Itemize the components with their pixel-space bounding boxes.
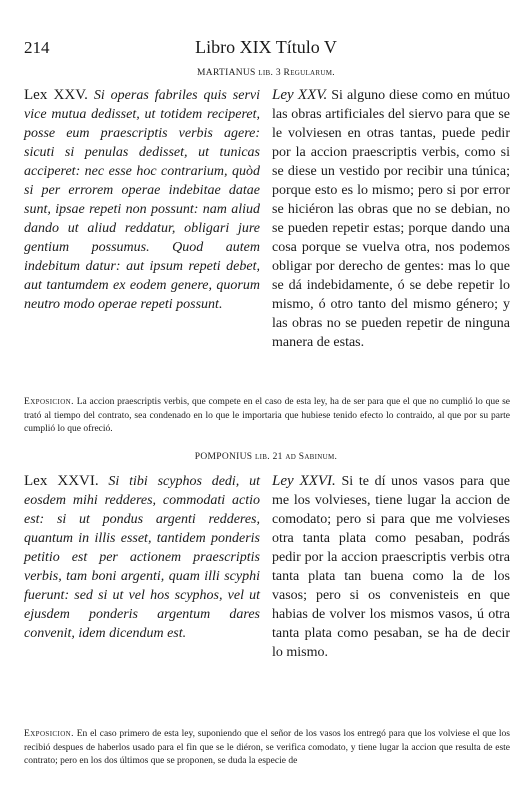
law-26-spanish [272, 472, 510, 662]
law-26-latin-text: Si tibi scyphos dedi, ut eosdem mihi redderes, commodati actio est: si ut pondus argenti redderes, quantum in illis esset, tantidem ponderis petitio est per actionem praescriptis verbis, tam boni argenti, quam illi scyphi fuerunt: sed si ut vel hos scyphos, vel ut ejusdem ponderis argentum dares convenit, idem dicendum est. [24, 474, 260, 641]
law-25-latin [24, 86, 260, 314]
law-26-exposition [24, 728, 510, 769]
law-26-spanish-label: Ley XXVI. [272, 473, 336, 489]
law-25-source: MARTIANUS lib. 3 Regularum. [197, 68, 335, 78]
law-25-exposition-label: Exposicion. [24, 397, 74, 407]
law-25-spanish [272, 86, 510, 352]
law-25-spanish-label: Ley XXV. [272, 87, 328, 103]
law-25-spanish-text: Si alguno diese como en mútuo las obras artificiales del siervo para que se le volviesen en otras tantas, puede pedir por la accion praescriptis verbis, como si se diese un vestido por recibir una túnica; porque esto es lo mismo; pero si por error se hiciéron las obras que no se debian, no se pueden repetir estas; porque dando una cosa porque se vuelva otra, nos podemos obligar por derecho de gentes: mas lo que se dá indebidamente, ó se debe repetir lo mismo, ó otro tanto del mismo género; y las obras no se pueden repetir de ninguna manera de estas. [272, 88, 510, 350]
law-26-exposition-text: En el caso primero de esta ley, suponiendo que el señor de los vasos los entregó para que los volviese el que los recibió despues de haberlos usado para el fin que se le diéron, se verifica comodato, y tiene lugar la accion que resulta de este contrato; pero en los dos últimos que se proponen, se duda la especie de [24, 729, 511, 766]
page-number: 214 [24, 38, 50, 57]
law-25-exposition [24, 396, 510, 437]
law-26-latin [24, 472, 260, 643]
law-25-latin-label: Lex XXV. [24, 87, 88, 103]
law-26-exposition-label: Exposicion. [24, 729, 74, 739]
law-25-exposition-text: La accion praescriptis verbis, que compete en el caso de esta ley, ha de ser para que el que no cumplió lo que se trató al tiempo del contrato, sea condenado en lo que le importaria que hubiese tenido efecto lo contraido, al que por su parte cumplió lo que ofreció. [24, 397, 511, 434]
running-head: Libro XIX Título V [195, 37, 337, 57]
law-25-latin-text: Si operas fabriles quis servi vice mutua dedisset, ut totidem reciperet, posse eum praescriptis verbis agere: sicuti si penulas dedisset, ut tunicas acciperet: nec esse hoc contrarium, quòd si per errorem operae indebitae datae sunt, ipsae repeti non possunt: nam aliud dando ut aliud reddatur, obligari jure gentium possumus. Quod autem indebitum datur: aut ipsum repeti debet, aut tantumdem ex eodem genere, quorum neutro modo operae repeti possunt. [24, 88, 261, 312]
law-26-spanish-text: Si te dí unos vasos para que me los volvieses, tiene lugar la accion de comodato; pero si para que me volvieses otra tanta plata como pesaban, podrás pedir por la accion praescriptis verbis otra tanta plata tan buena como la de los vasos; pero si os convenisteis en que habias de volver los mismos vasos, ú otra tanta plata como pesaban, se ha de decir lo mismo. [272, 474, 511, 660]
law-26-source: POMPONIUS lib. 21 ad Sabinum. [194, 452, 338, 462]
law-26-latin-label: Lex XXVI. [24, 473, 99, 489]
